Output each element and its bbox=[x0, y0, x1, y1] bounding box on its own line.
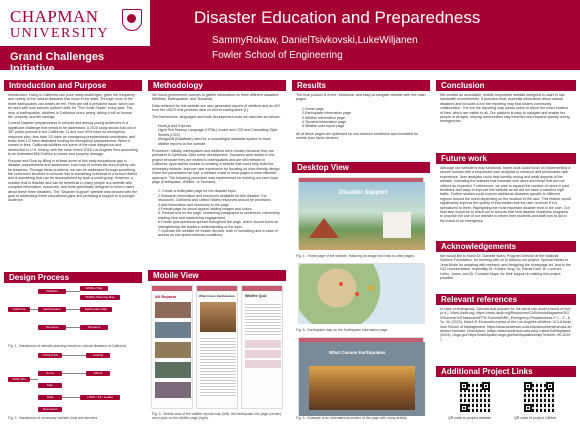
diagram-node: Wildfire Planning Map bbox=[80, 295, 120, 300]
info-page-screenshot bbox=[298, 337, 424, 415]
design-diagram-1 bbox=[4, 283, 142, 343]
list-item: 2.Earthquake information page bbox=[302, 111, 352, 116]
poster-title: Disaster Education and Preparedness bbox=[194, 8, 481, 27]
list-item: 4.Tsunami information page bbox=[302, 120, 347, 125]
tools-list bbox=[148, 123, 286, 147]
list-item: 3.Wildfire information page bbox=[302, 115, 345, 120]
mobile-screenshot-reports bbox=[151, 285, 193, 409]
list-item: 1. Create a boilerplate page for the disaster topic. bbox=[158, 189, 237, 194]
desktop-info-figure bbox=[292, 333, 430, 415]
conclusion-section bbox=[436, 80, 576, 150]
poster-school: Fowler School of Engineering bbox=[212, 50, 343, 61]
mobile-screenshot-earthquake bbox=[196, 285, 238, 409]
intro-heading: Introduction and Purpose bbox=[4, 80, 142, 91]
desktop-map-figure bbox=[292, 259, 430, 327]
desktop-home-screenshot bbox=[298, 177, 424, 249]
list-item: 3.Add information and resources to the page. bbox=[158, 202, 230, 207]
intro-paragraph: Introduction: Living in California can pose many challenges, given the frequency and variety of the natural disasters that occur in the state. Through none of the three earthquakes can clearly be felt. Fires are still a prevalent issue, which can be seen with how schools perform drills for "The Great Shake" every year. The drop of earthquakes, wildfires in California occur yearly, taking a toll on human life, property, and life savings. bbox=[8, 93, 136, 120]
diagram-node: Earthquake Map bbox=[80, 307, 112, 312]
diagram-node: Data bbox=[38, 395, 62, 400]
intro-paragraph: Purpose and Goal by filling in at least some of this early educational gap in disaster preparedness and awareness, such loss of human life and property can be lessened. Through these problems, we can be addressed through something the curriculum structure in schools: this is something individual to a school district and is something that can be accomplished by such a small group. However, a solution that is feasible and can be beneficial to many people is a website with compiled information, resources, and tools specifically designed to inform users about these three disasters. The "Disaster Support" website was devised with the goal of addressing these educational gaps and providing a support to a younger audience. bbox=[8, 158, 138, 203]
university-seal-icon bbox=[122, 9, 142, 31]
future-heading: Future work bbox=[436, 153, 576, 164]
procedure-list bbox=[148, 188, 286, 238]
design-diagram-2 bbox=[4, 349, 142, 415]
home-title: Disaster Support bbox=[339, 190, 388, 196]
refs-section bbox=[436, 294, 576, 358]
figure-caption: Fig. 4 - Home page of the website, featuring an image and links to other pages. bbox=[296, 254, 415, 258]
methodology-body bbox=[148, 91, 286, 123]
qr-caption: QR code to project GitHub bbox=[514, 416, 557, 420]
conclusion-text: We created an accessible, mobile-responsive website designed to cater to low-bandwidth environments. It provides clear, essential information about natural disasters and includes a live fire reporting map that fosters community collaboration. The live fire reporting map allows users to report the exact location of fires, which are visible to all. Our platform is easy to navigate and enable the people of all ages, helping communities stay informed and respond quickly during emergencies. bbox=[440, 93, 570, 124]
methodology-heading: Methodology bbox=[148, 80, 286, 91]
initiative-name: Grand Challenges Initiative bbox=[10, 51, 105, 75]
methodology-paragraph: We found government sources to gather information on three different disasters: Wildfires, Earthquakes, and Tsunamis. bbox=[152, 93, 280, 102]
figure-caption: Fig. 1 - Breakdown of website planning based on natural disasters in California bbox=[8, 344, 126, 348]
results-heading: Results bbox=[292, 80, 430, 91]
qr-code-github[interactable] bbox=[524, 382, 554, 412]
diagram-node: California bbox=[8, 307, 30, 312]
mobile-screenshot-quiz bbox=[241, 285, 283, 409]
desktop-home-figure bbox=[292, 173, 430, 253]
list-item: 5. Reduce text on the page, shortening paragraphs to sentences, minimizing reading time and maximizing engagement. bbox=[158, 211, 280, 220]
results-paragraph: All of these pages are optimized for low-network conditions and formatted for mobile-form factor devices. bbox=[296, 131, 419, 141]
refs-heading: Relevant references bbox=[436, 294, 576, 305]
list-item: 6.Create quiz questions spread throughout the page, which should focus on strengthening the reader's understanding of the topic. bbox=[158, 220, 279, 229]
diagram-node: Earthquakes bbox=[38, 307, 66, 312]
links-heading: Additional Project Links bbox=[436, 366, 576, 377]
figure-caption: Fig. 2 - Breakdown of necessary website tools and services bbox=[8, 416, 98, 420]
poster-header bbox=[150, 0, 580, 70]
qr-caption: QR code to project website bbox=[448, 416, 492, 420]
figure-caption: Fig. 5 - Earthquake map on the Earthquake information page bbox=[296, 328, 388, 332]
intro-paragraph: Current Disaster preparedness in schools and among young audiences is a significant challenge that needs to be addressed. A 2020 study shows that out of 357 public schools in the California, 11 and over 60% have no emergency response plan, less than 1/3 have an emergency preparedness coordinator, and fewer than 1/3 have dedicated funding for emergency preparedness. When it comes to fires, California wildfires are some of the most dangerous and destructive in U.S. history, with the most recent 2018 Los Angeles fires amounting to an estimated $66.5 billion in losses and property damage. bbox=[8, 121, 138, 157]
mobile-screens bbox=[148, 281, 286, 411]
mobile-section bbox=[148, 270, 286, 432]
diagram-node: Hosting bbox=[86, 353, 110, 358]
earthquake-map-screenshot bbox=[298, 263, 424, 323]
future-text: Although our website is fully functional, future work could focus on implementing a secure domain with a responsive user analytics to enhance and personalize user experience. User analytics could help identify strong and weak aspects of the website, indicating the features that resonate with users and those that are not utilized as expected. Furthermore, we plan to expand the number of users in past feedback and ways to improve the website as we did not have a baseline high traffic. Further studies could explore additional disasters specific to different regions around the world depending on the location of the user. This feature would significantly improve the quality of information that the user receives if it is specialized to them. Highlighting the most important disaster level in the user. Our final step would be to reach out to schools that hold disaster readiness programs to propose the use of our website to inform their students and staff how to act in the event of an emergency. bbox=[440, 166, 571, 223]
ack-heading: Acknowledgements bbox=[436, 241, 576, 252]
methodology-paragraph: The frameworks, languages and tools development tools we used are as follows: bbox=[152, 114, 281, 119]
refs-text: In case of emergency: Schools that prepare for the worst can avoid a world of hurt. (n.d.). Www.Usda.org. https://www.usda.org/Resources/CASchoolsMagazine/2020/Summer/InThisIssue/AFFN-SummerDRE_Emergency-Preparedness-F. L., Z., & Yu, W. (2023). March 8. Economic impact of the Los Angeles wildfires. UCLA Anderson School of Management. https://www.anderson.ucla.edu/about/centers/ucla-anderson-forecast. Description: (https://www.anderson.ucla.edu) Latest Earthquakes. (2024). Usgs.gov https://earthquake.usgs.gov/earthquakes/map/?extent=-90.30297 bbox=[440, 307, 572, 342]
ack-section bbox=[436, 241, 576, 285]
figure-caption: Fig. 6 - Example of an informational section of the page with many activity. bbox=[296, 416, 408, 420]
diagram-node: Resources bbox=[38, 407, 62, 412]
results-list bbox=[292, 106, 430, 130]
screen-title: All Reports bbox=[155, 294, 177, 299]
list-item: 4.Format page for visual appeal, adding images and colors. bbox=[158, 206, 253, 211]
list-item: 1.Home page bbox=[302, 106, 324, 111]
list-item: 7.Optimize the website for mobile devices, both in formatting and in ease of access on low speed network conditions. bbox=[158, 228, 278, 238]
qr-code-website[interactable] bbox=[460, 382, 490, 412]
diagram-node: Github bbox=[86, 371, 110, 376]
design-section bbox=[4, 272, 142, 432]
methodology-section bbox=[148, 80, 286, 270]
conclusion-heading: Conclusion bbox=[436, 80, 576, 91]
methodology-paragraph: Procedure: Initially, earthquakes and wildfires were chosen because they are prevalent in California. After some development, Tsunamis were added to the project because they are related to earthquakes and are still relevant in California. Approaches include to creating a website that could help build the necessary website. Improve user experience by focusing on user-friendly design. Given the parameters we had, a website made of most pages a more effective approach. The following procedure was implemented for building out each topic page (Earthquake, Wildfire, or Tsunami): bbox=[152, 149, 281, 184]
list-item: 2.Research information and resources available for this disaster. For resources, California and United States resources should be prioritized. bbox=[158, 193, 272, 203]
list-item: 5.Wildfire user report page bbox=[302, 124, 345, 129]
section-title: What Causes Earthquakes bbox=[329, 350, 386, 355]
diagram-node: Static Site bbox=[8, 377, 30, 382]
screen-title: Wildfire Quiz bbox=[245, 294, 267, 298]
results-section bbox=[292, 80, 430, 160]
desktop-heading: Desktop View bbox=[292, 162, 430, 173]
ack-text: We would like to thank Dr. Danielle Nutry, Program Director at the National Science Foundation, for meeting with us to discuss our project. Special thanks to Jena Mode for assisting with research and designing the homepage art, and to the GCI representative, especially Dr. Kristen Jong, Dr. Kamal Dahl, Dr. Lorenzo Letho, Jones, and Dr. Conrado Mays, for their support in making this project possible. bbox=[440, 254, 571, 281]
diagram-node: Tsunamis bbox=[80, 325, 108, 330]
diagram-node: Map bbox=[38, 383, 62, 388]
logo-sub: UNIVERSITY bbox=[10, 26, 109, 41]
list-item: HyperText Markup Language (HTML) model and CSS and Cascading Style Sheets (CSS) bbox=[158, 128, 278, 137]
future-section bbox=[436, 153, 576, 237]
logo-name: CHAPMAN bbox=[10, 7, 99, 26]
list-item: MongoDB (Database) used for a noncollegial database system to track wildfire reports on the website. bbox=[158, 137, 271, 146]
desktop-section bbox=[292, 162, 430, 432]
links-section bbox=[436, 366, 576, 432]
diagram-node: Wildfire Map bbox=[80, 286, 108, 291]
methodology-paragraph: Data retrieved for this website are user-generated reports of wildfires and an API from the USGS that provides data on recent earthquakes [1]. bbox=[152, 103, 280, 113]
screen-title: What Cases Earthquakes bbox=[199, 294, 235, 298]
diagram-node: Home bbox=[38, 371, 62, 376]
figure-caption: Fig. 3 - Mobile view of the wildfire reports map (left), the earthquake info page (center), and a quiz on the wildfire page (right). bbox=[152, 412, 282, 420]
intro-body bbox=[4, 91, 142, 207]
initiative-bar bbox=[0, 46, 150, 75]
design-heading: Design Process bbox=[4, 272, 142, 283]
poster-authors: SammyRokaw, DanielTsivkovski,LukeWiljanen bbox=[212, 35, 418, 46]
diagram-node: Wildfires bbox=[38, 289, 66, 294]
diagram-node: Tsunamis bbox=[38, 325, 66, 330]
diagram-node: HTML/CSS bbox=[38, 353, 62, 358]
list-item: Node.js and Express bbox=[158, 124, 192, 129]
results-paragraph: The final product is a free, functional, and easy-to-navigate website with five main pages: bbox=[296, 93, 426, 102]
mobile-heading: Mobile View bbox=[148, 270, 286, 281]
diagram-node: HTML / JS / Leaflet bbox=[80, 395, 120, 400]
